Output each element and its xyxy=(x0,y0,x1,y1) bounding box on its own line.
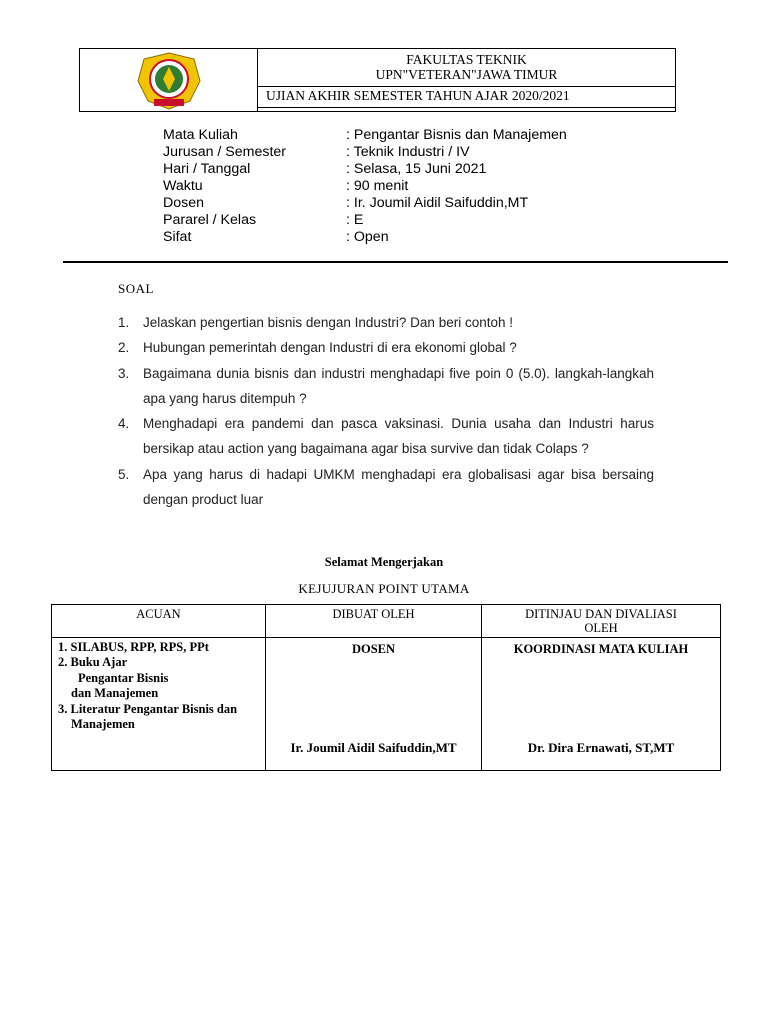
info-value: : Open xyxy=(346,229,389,245)
info-value: : Selasa, 15 Juni 2021 xyxy=(346,161,487,177)
divider xyxy=(63,261,728,263)
question-list xyxy=(118,310,654,512)
header-acuan: ACUAN xyxy=(52,605,266,638)
acuan-item: 3. Literatur Pengantar Bisnis dan xyxy=(58,701,238,716)
faculty-name: FAKULTAS TEKNIK xyxy=(406,52,527,67)
question-text: Jelaskan pengertian bisnis dengan Industri? Dan beri contoh ! xyxy=(143,315,513,330)
acuan-subitem: Manajemen xyxy=(71,717,135,732)
header-ditinjau-line2: OLEH xyxy=(584,621,618,635)
acuan-item: 1. SILABUS, RPP, RPS, PPt xyxy=(58,640,209,654)
university-name: UPN"VETERAN"JAWA TIMUR xyxy=(375,67,558,82)
acuan-item: 2. Buku Ajar xyxy=(58,655,128,670)
question-number: 1. xyxy=(118,315,130,330)
info-label: Pararel / Kelas xyxy=(163,212,257,228)
acuan-subitem: Pengantar Bisnis xyxy=(78,670,169,685)
question-number: 2. xyxy=(118,340,130,356)
dibuat-role: DOSEN xyxy=(351,642,396,656)
question-item xyxy=(118,361,654,412)
logo-cell xyxy=(80,49,258,111)
question-item xyxy=(118,462,654,513)
info-value: : Pengantar Bisnis dan Manajemen xyxy=(346,127,567,143)
question-item xyxy=(118,310,654,335)
closing-motto: KEJUJURAN POINT UTAMA xyxy=(298,581,470,596)
header-dibuat: DIBUAT OLEH xyxy=(266,605,482,638)
info-value: : Ir. Joumil Aidil Saifuddin,MT xyxy=(346,195,529,211)
info-value: : Teknik Industri / IV xyxy=(346,144,470,160)
approval-table xyxy=(51,604,721,771)
acuan-subitem: dan Manajemen xyxy=(71,686,159,701)
info-row xyxy=(163,161,567,178)
info-row xyxy=(163,195,567,212)
ditinjau-role: KOORDINASI MATA KULIAH xyxy=(513,642,689,656)
ditinjau-name: Dr. Dira Ernawati, ST,MT xyxy=(527,740,675,755)
info-row xyxy=(163,127,567,144)
header-titles xyxy=(258,49,675,111)
info-label: Sifat xyxy=(163,229,192,245)
exam-header xyxy=(79,48,676,112)
info-label: Hari / Tanggal xyxy=(163,161,251,177)
info-row xyxy=(163,212,567,229)
info-row xyxy=(163,144,567,161)
closing-greeting: Selamat Mengerjakan xyxy=(324,555,444,569)
info-row xyxy=(163,178,567,195)
question-number: 3. xyxy=(118,365,130,381)
question-item xyxy=(118,411,654,462)
info-label: Waktu xyxy=(163,178,203,194)
question-number: 5. xyxy=(118,466,130,482)
ditinjau-cell xyxy=(482,638,721,771)
dibuat-cell xyxy=(266,638,482,771)
section-title: SOAL xyxy=(118,281,154,296)
dibuat-name: Ir. Joumil Aidil Saifuddin,MT xyxy=(290,740,457,755)
acuan-cell xyxy=(52,638,266,771)
table-row xyxy=(52,638,721,771)
header-ditinjau xyxy=(482,605,721,638)
info-row xyxy=(163,229,567,246)
question-text: Bagaimana dunia bisnis dan industri menghadapi five poin 0 (5.0). langkah-langkah apa yang harus ditempuh ? xyxy=(143,365,654,406)
exam-title: UJIAN AKHIR SEMESTER TAHUN AJAR 2020/2021 xyxy=(258,86,675,108)
university-logo-icon xyxy=(134,51,204,111)
question-number: 4. xyxy=(118,416,130,432)
info-label: Mata Kuliah xyxy=(163,127,238,143)
question-text: Apa yang harus di hadapi UMKM menghadapi era globalisasi agar bisa bersaing dengan product luar xyxy=(143,466,654,508)
info-label: Jurusan / Semester xyxy=(163,144,287,160)
table-header-row xyxy=(52,605,721,638)
question-text: Hubungan pemerintah dengan Industri di era ekonomi global ? xyxy=(143,340,517,356)
header-ditinjau-line1: DITINJAU DAN DIVALIASI xyxy=(525,607,677,621)
info-label: Dosen xyxy=(163,195,205,211)
question-item xyxy=(118,335,654,360)
info-value: : 90 menit xyxy=(346,178,409,194)
info-value: : E xyxy=(346,212,364,228)
question-text: Menghadapi era pandemi dan pasca vaksinasi. Dunia usaha dan Industri harus bersikap atau action yang bagaimana agar bisa survive dan tidak Colaps ? xyxy=(143,416,654,457)
exam-info xyxy=(163,127,567,246)
